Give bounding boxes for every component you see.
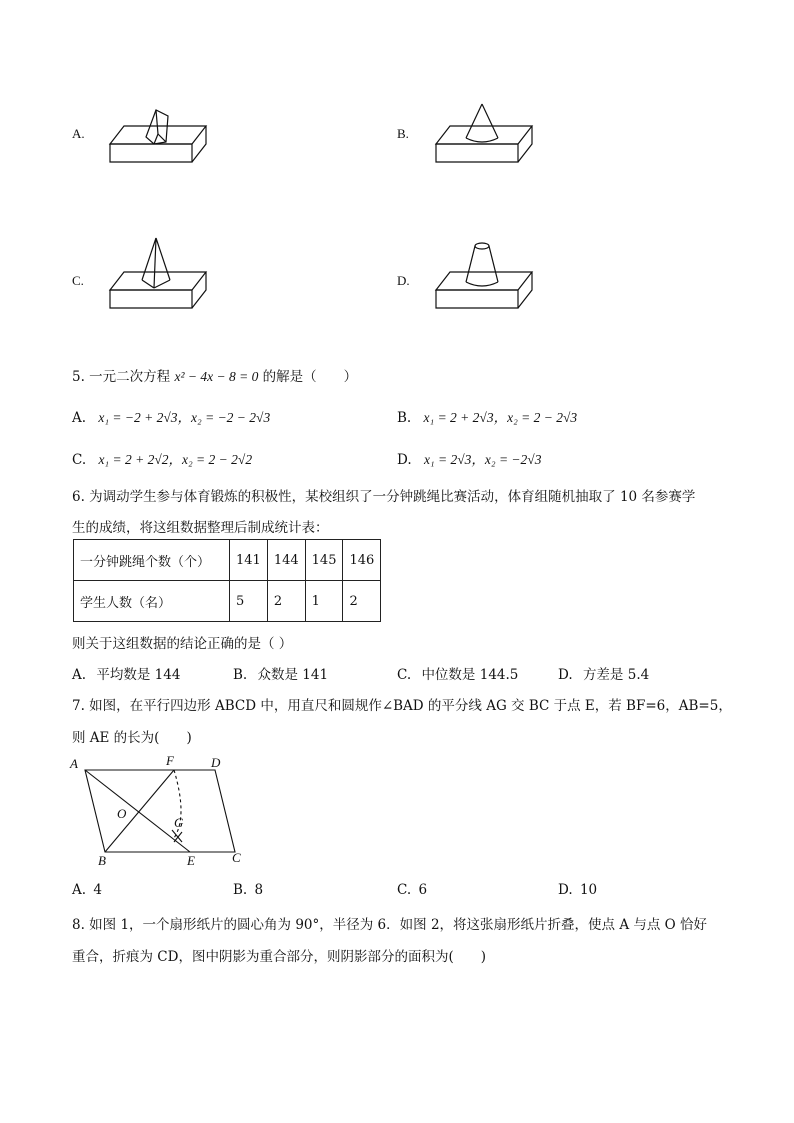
q5-stem-prefix: 5. 一元二次方程 — [72, 369, 171, 385]
q5-option-a — [72, 406, 270, 426]
q6-option-d-text: 方差是 5.4 — [582, 667, 650, 683]
q6-option-c — [397, 663, 518, 683]
table-header-cell: 一分钟跳绳个数（个） — [74, 540, 230, 581]
q7-option-d — [558, 882, 597, 898]
table-cell: 1 — [305, 581, 343, 622]
q5-option-a-text: x₁ = −2 + 2√3，x₂ = −2 − 2√3 — [98, 410, 271, 425]
q7-label-g: G — [174, 815, 184, 830]
q4-option-d-figure — [434, 240, 534, 312]
q5-option-c-label: C. — [72, 452, 87, 468]
table-header-cell: 146 — [343, 540, 381, 581]
q6-option-b-text: 众数是 141 — [257, 667, 329, 683]
table-cell: 学生人数（名） — [74, 581, 230, 622]
q6-option-d-label: D. — [558, 667, 573, 683]
q7-option-a-text: 4 — [93, 882, 102, 898]
q4-option-b-label: B. — [397, 126, 409, 141]
q5-option-c — [72, 448, 252, 468]
q6-option-c-text: 中位数是 144.5 — [421, 667, 519, 683]
q4-option-a-figure — [108, 104, 208, 164]
q7-label-a: A — [70, 756, 78, 771]
q4-option-a-label: A. — [72, 126, 85, 141]
q7-label-c: C — [232, 850, 241, 865]
q6-question: 则关于这组数据的结论正确的是（ ） — [72, 636, 293, 652]
table-cell: 2 — [343, 581, 381, 622]
q6-stem-line2: 生的成绩，将这组数据整理后制成统计表： — [72, 520, 329, 536]
q8-stem-line2: 重合，折痕为 CD，图中阴影为重合部分，则阴影部分的面积为( ) — [72, 949, 486, 965]
table-header-cell: 141 — [230, 540, 268, 581]
table-cell: 5 — [230, 581, 268, 622]
q6-stats-table — [73, 539, 381, 622]
q6-option-a-text: 平均数是 144 — [96, 667, 181, 683]
q7-option-b-text: 8 — [254, 882, 264, 898]
q7-label-d: D — [211, 755, 221, 770]
q4-option-d-label: D. — [397, 273, 410, 288]
q5-option-d-label: D. — [397, 452, 412, 468]
q7-option-b-label: B. — [233, 882, 248, 898]
q7-option-a-label: A. — [72, 882, 87, 898]
q7-option-b — [233, 882, 263, 898]
q7-stem-line2: 则 AE 的长为( ) — [72, 730, 192, 746]
q5-option-b-text: x₁ = 2 + 2√3，x₂ = 2 − 2√3 — [423, 410, 578, 425]
q7-label-o: O — [117, 806, 127, 821]
table-row — [74, 540, 381, 581]
q5-option-d-text: x₁ = 2√3，x₂ = −2√3 — [423, 452, 542, 467]
q7-option-a — [72, 882, 102, 898]
table-header-cell: 145 — [305, 540, 343, 581]
q6-option-b — [233, 663, 328, 683]
table-header-cell: 144 — [267, 540, 305, 581]
q5-option-c-text: x₁ = 2 + 2√2，x₂ = 2 − 2√2 — [98, 452, 253, 467]
q5-stem-suffix: 的解是（ ） — [262, 369, 358, 385]
q5-stem — [72, 365, 357, 385]
table-cell: 2 — [267, 581, 305, 622]
q5-option-d — [397, 448, 541, 468]
q5-option-b-label: B. — [397, 410, 412, 426]
q7-label-e: E — [187, 853, 195, 868]
q7-option-c-label: C. — [397, 882, 412, 898]
q5-option-b — [397, 406, 577, 426]
q6-option-a — [72, 663, 180, 683]
q7-option-c — [397, 882, 427, 898]
q7-option-d-label: D. — [558, 882, 573, 898]
q5-option-a-label: A. — [72, 410, 87, 426]
q4-option-b-figure — [434, 104, 534, 166]
q5-equation: x² − 4x − 8 = 0 — [174, 369, 259, 384]
q4-option-c-figure — [108, 238, 208, 312]
q6-option-b-label: B. — [233, 667, 248, 683]
q7-stem-line1: 7. 如图，在平行四边形 ABCD 中，用直尺和圆规作∠BAD 的平分线 AG 交 BC 于点 E，若 BF=6，AB=5， — [72, 698, 732, 714]
q7-label-b: B — [98, 853, 106, 868]
table-row — [74, 581, 381, 622]
q4-option-c-label: C. — [72, 273, 84, 288]
q7-option-c-text: 6 — [418, 882, 428, 898]
q6-option-d — [558, 663, 649, 683]
q7-label-f: F — [166, 753, 174, 768]
q8-stem-line1: 8. 如图 1，一个扇形纸片的圆心角为 90°，半径为 6．如图 2，将这张扇形纸片折叠，使点 A 与点 O 恰好 — [72, 917, 708, 933]
q7-parallelogram-figure — [70, 752, 260, 870]
q6-option-a-label: A. — [72, 667, 87, 683]
q6-stem-line1: 6. 为调动学生参与体育锻炼的积极性，某校组织了一分钟跳绳比赛活动，体育组随机抽取了 10 名参赛学 — [72, 489, 696, 505]
q6-option-c-label: C. — [397, 667, 412, 683]
q7-option-d-text: 10 — [579, 882, 598, 898]
